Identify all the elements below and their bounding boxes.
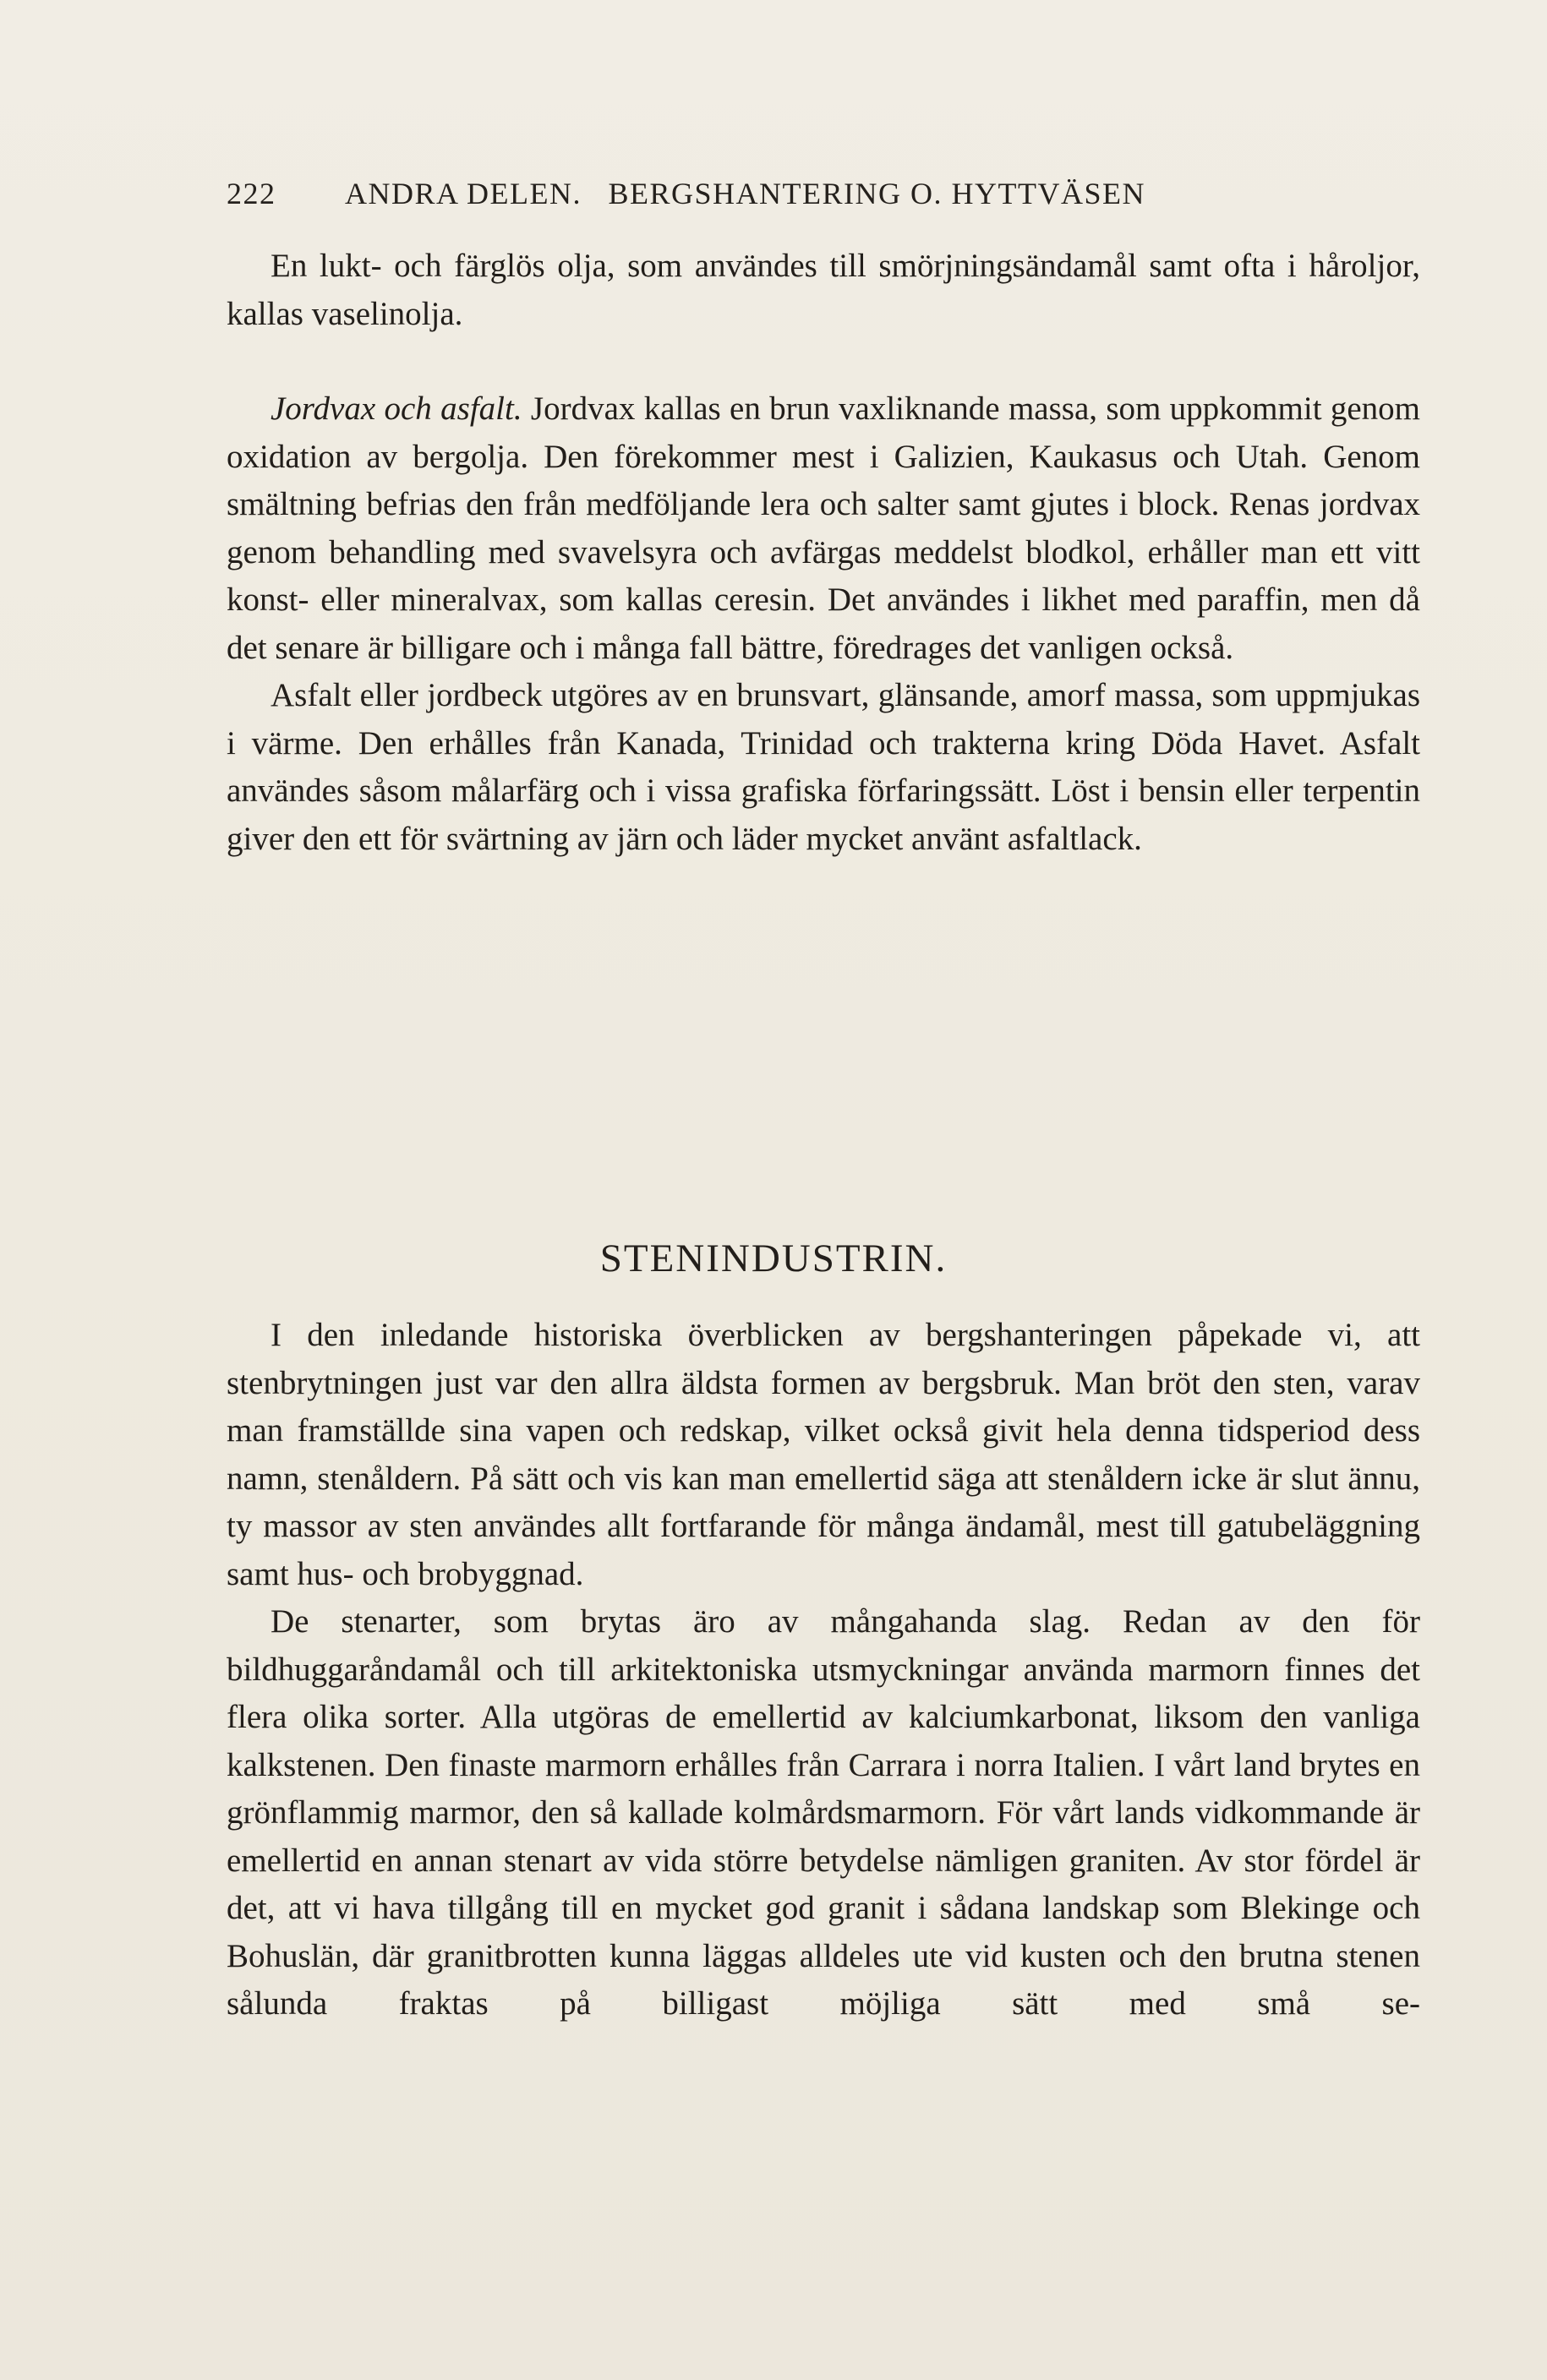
section-stenindustrin bbox=[227, 1312, 1420, 2028]
paragraph-stenarter: De stenarter, som brytas äro av mångahanda slag. Redan av den för bildhuggaråndamål och till arkitektoniska utsmyckningar använda marmorn finnes det flera olika sorter. Alla utgöras de emellertid av kalciumkarbonat, liksom den vanliga kalkstenen. Den finaste marmorn erhålles från Carrara i norra Italien. I vårt land brytes en grönflammig marmor, den så kallade kolmårdsmarmorn. För vårt lands vidkommande är emellertid en annan stenart av vida större betydelse nämligen graniten. Av stor fördel är det, att vi hava tillgång till en mycket god granit i sådana landskap som Blekinge och Bohuslän, där granitbrotten kunna läggas alldeles ute vid kusten och den brutna stenen sålunda fraktas på billigast möjliga sätt med små se- bbox=[227, 1603, 1420, 2022]
paragraph-vaselinolja: En lukt- och färglös olja, som användes till smörjningsändamål samt ofta i håroljor, kallas vaselinolja. bbox=[227, 248, 1420, 332]
running-title: ANDRA DELEN. BERGSHANTERING O. HYTTVÄSEN bbox=[345, 177, 1145, 210]
paragraph-stenbrytning: I den inledande historiska överblicken av bergshanteringen påpekade vi, att stenbrytningen just var den allra äldsta formen av bergsbruk. Man bröt den sten, varav man framställde sina vapen och redskap, vilket också givit hela denna tidsperiod dess namn, stenåldern. På sätt och vis kan man emellertid säga att stenåldern icke är slut ännu, ty massor av sten användes allt fortfarande för många ändamål, mest till gatubeläggning samt hus- och brobyggnad. bbox=[227, 1317, 1420, 1592]
section-vaselin-jordvax-asfalt bbox=[227, 243, 1420, 863]
page-number: 222 bbox=[227, 177, 276, 210]
paragraph-jordvax bbox=[227, 385, 1420, 672]
jordvax-text: Jordvax kallas en brun vaxliknande massa, som uppkommit genom oxidation av bergolja. Den förekommer mest i Galizien, Kaukasus och Utah. Genom smältning befrias den från medföljande lera och salter samt gjutes i block. Renas jordvax genom behandling med svavelsyra och avfärgas meddelst blodkol, erhåller man ett vitt konst- eller mineralvax, som kallas ceresin. Det användes i likhet med paraffin, men då det senare är billigare och i många fall bättre, föredrages det vanligen också. bbox=[227, 390, 1421, 666]
running-header bbox=[227, 176, 1275, 211]
jordvax-heading: Jordvax och asfalt. bbox=[271, 390, 522, 427]
paragraph-asfalt: Asfalt eller jordbeck utgöres av en brunsvart, glänsande, amorf massa, som uppmjukas i värme. Den erhålles från Kanada, Trinidad och trakterna kring Döda Havet. Asfalt användes såsom målarfärg och i vissa grafiska förfaringssätt. Löst i bensin eller terpentin giver den ett för svärtning av järn och läder mycket använt asfaltlack. bbox=[227, 677, 1420, 857]
section-title: STENINDUSTRIN. bbox=[599, 1236, 948, 1280]
